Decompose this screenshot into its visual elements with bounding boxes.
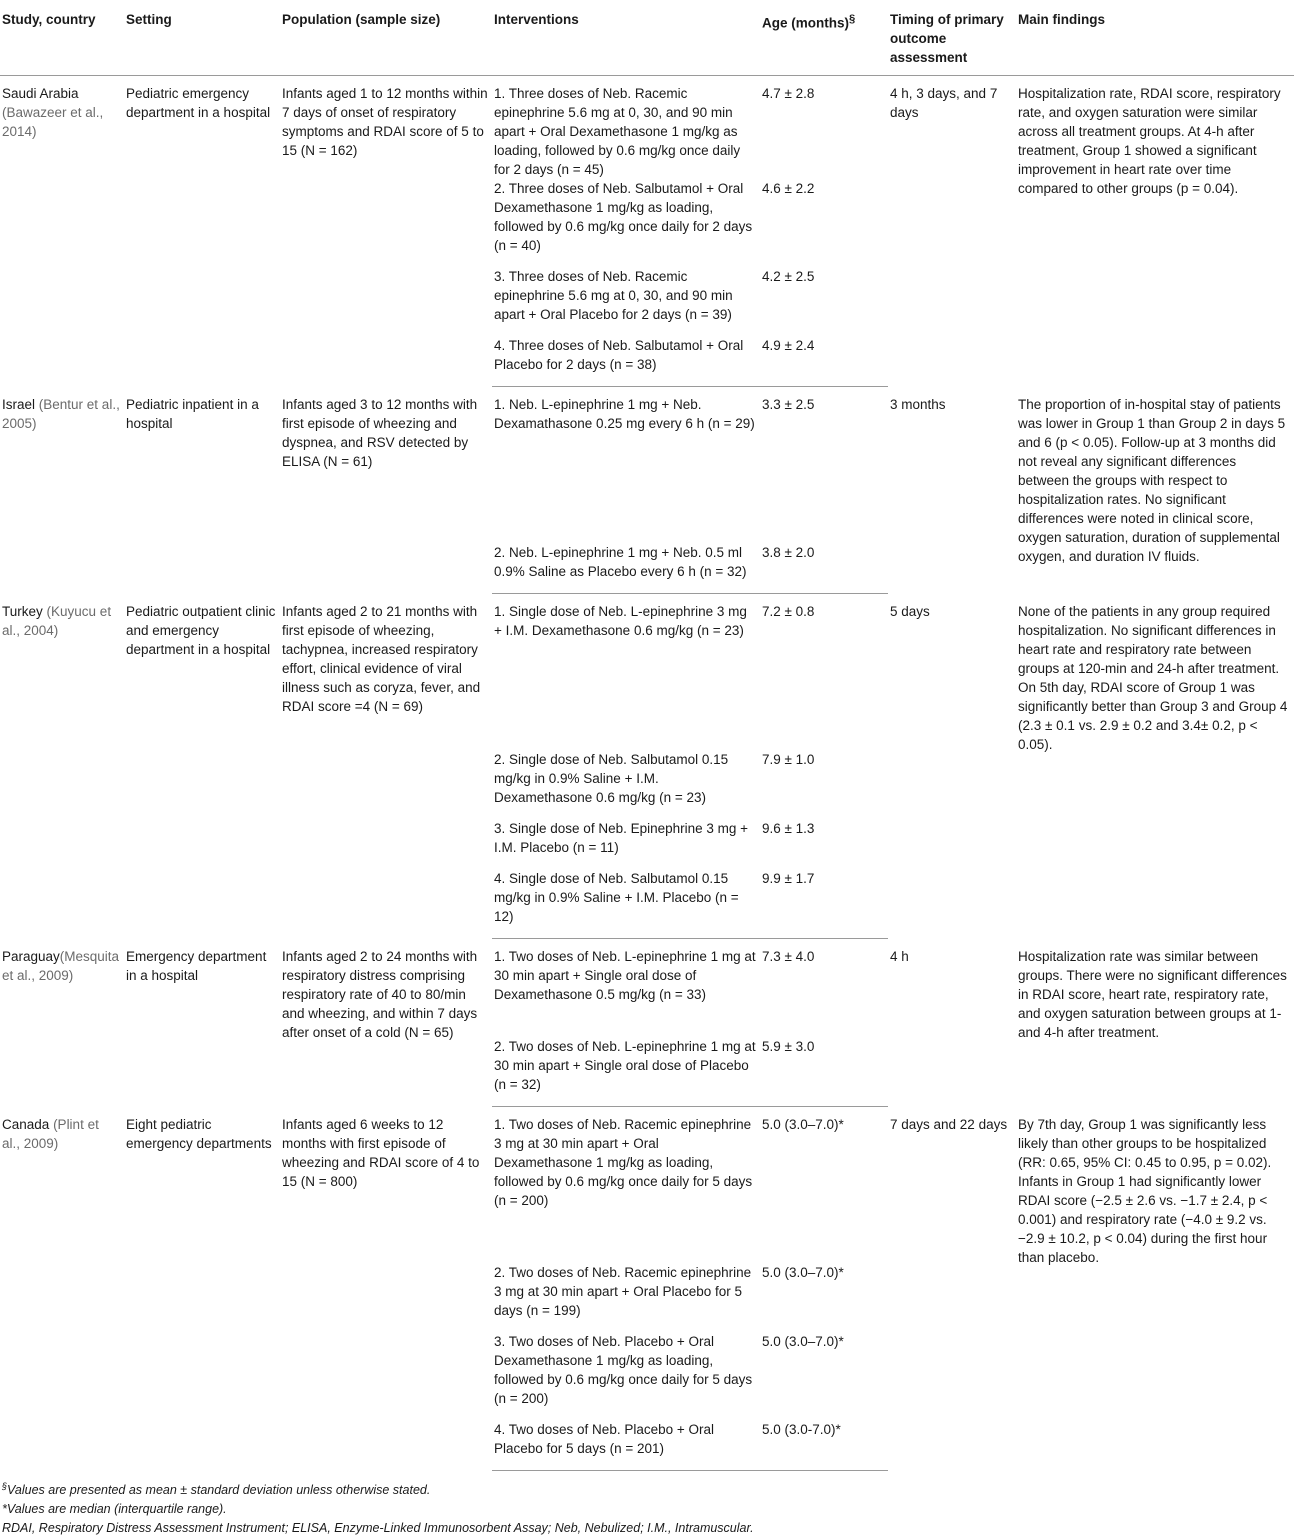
intervention: 4. Three doses of Neb. Salbutamol + Oral Placebo for 2 days (n = 38) [492, 336, 760, 387]
table-row [0, 939, 1294, 1038]
table-row [0, 76, 1294, 180]
study-setting: Eight pediatric emergency departments [126, 1116, 272, 1151]
study-country-cell [0, 76, 124, 387]
table-row [0, 1107, 1294, 1264]
header-age [760, 0, 888, 76]
age-value: 4.9 ± 2.4 [760, 336, 888, 387]
study-country: Turkey [2, 603, 43, 619]
study-population: Infants aged 2 to 24 months with respiratory distress comprising respiratory rate of 40 to 80/min and wheezing, and within 7 days after onset of a cold (N = 65) [282, 948, 478, 1040]
age-value: 5.0 (3.0–7.0)* [762, 1117, 844, 1132]
age-value: 7.3 ± 4.0 [762, 949, 815, 964]
study-citation-link[interactable]: (Plint et al., 2009) [2, 1116, 99, 1151]
intervention: 4. Single dose of Neb. Salbutamol 0.15 mg/kg in 0.9% Saline + I.M. Placebo (n = 12) [492, 869, 760, 939]
footnote-sd [2, 1477, 1294, 1500]
intervention: 1. Two doses of Neb. Racemic epinephrine 3 mg at 30 min apart + Oral Dexamethasone 1 mg/kg as loading, followed by 0.6 mg/kg once daily for 5 days (n = 200) [494, 1117, 753, 1208]
study-citation-link[interactable]: (Bentur et al., 2005) [2, 396, 120, 431]
study-timing: 7 days and 22 days [890, 1116, 1008, 1132]
study-setting: Pediatric emergency department in a hospital [126, 86, 271, 120]
age-value: 7.2 ± 0.8 [762, 604, 815, 619]
age-value: 3.8 ± 2.0 [760, 543, 888, 594]
intervention: 2. Three doses of Neb. Salbutamol + Oral Dexamethasone 1 mg/kg as loading, followed by 0.6 mg/kg once daily for 2 days (n = 40) [494, 181, 753, 253]
table-row [0, 594, 1294, 751]
footnote-median: *Values are median (interquartile range). [2, 1502, 227, 1517]
study-country: Israel [2, 396, 36, 412]
study-population: Infants aged 2 to 21 months with first episode of wheezing, tachypnea, increased respiratory effort, clinical evidence of viral illness such as coryza, fever, and RDAI score =4 (N = 69) [282, 603, 481, 714]
header-population: Population (sample size) [280, 0, 492, 76]
study-country: Paraguay [2, 948, 60, 964]
table-header [0, 0, 1294, 76]
study-timing: 4 h [890, 948, 909, 964]
age-value: 5.0 (3.0–7.0)* [762, 1265, 844, 1280]
study-population: Infants aged 1 to 12 months within 7 days of onset of respiratory symptoms and RDAI score of 5 to 15 (N = 162) [282, 86, 488, 158]
study-citation-link[interactable]: (Kuyucu et al., 2004) [2, 603, 112, 638]
study-setting: Emergency department in a hospital [126, 948, 267, 983]
study-country: Saudi Arabia [2, 86, 79, 101]
intervention: 1. Three doses of Neb. Racemic epinephrine 5.6 mg at 0, 30, and 90 min apart + Oral Dexamethasone 1 mg/kg as loading, followed by 0.6 mg/kg once daily for 2 days (n = 45) [494, 86, 741, 177]
study-timing: 4 h, 3 days, and 7 days [890, 86, 998, 120]
header-study: Study, country [0, 0, 124, 76]
header-timing: Timing of primary outcome assessment [888, 0, 1016, 76]
study-population: Infants aged 3 to 12 months with first episode of wheezing and dyspnea, and RSV detected by ELISA (N = 61) [282, 396, 478, 469]
study-population: Infants aged 6 weeks to 12 months with first episode of wheezing and RDAI score of 4 to 15 (N = 800) [282, 1116, 480, 1189]
age-value: 3.3 ± 2.5 [762, 397, 815, 412]
table-footnotes [0, 1477, 1294, 1538]
study-setting: Pediatric inpatient in a hospital [126, 396, 259, 431]
intervention: 2. Single dose of Neb. Salbutamol 0.15 mg/kg in 0.9% Saline + I.M. Dexamethasone 0.6 mg/kg (n = 23) [494, 752, 729, 805]
age-value: 4.7 ± 2.8 [762, 86, 815, 101]
intervention: 2. Neb. L-epinephrine 1 mg + Neb. 0.5 ml 0.9% Saline as Placebo every 6 h (n = 32) [492, 543, 760, 594]
study-findings: Hospitalization rate, RDAI score, respiratory rate, and oxygen saturation were similar across all treatment groups. At 4-h after treatment, Group 1 showed a significant improvement in heart rate over time compared to other groups (p = 0.04). [1018, 86, 1281, 196]
intervention: 2. Two doses of Neb. Racemic epinephrine 3 mg at 30 min apart + Oral Placebo for 5 days (n = 199) [494, 1265, 752, 1318]
header-setting: Setting [124, 0, 280, 76]
table-row [0, 387, 1294, 544]
intervention: 1. Single dose of Neb. L-epinephrine 3 mg + I.M. Dexamethasone 0.6 mg/kg (n = 23) [494, 604, 747, 638]
age-value: 5.0 (3.0–7.0)* [762, 1334, 844, 1349]
header-age-mark: § [849, 13, 856, 25]
intervention: 3. Single dose of Neb. Epinephrine 3 mg + I.M. Placebo (n = 11) [494, 821, 749, 855]
study-country: Canada [2, 1116, 50, 1132]
study-country-cell [0, 939, 124, 1107]
table-body [0, 76, 1294, 1471]
study-timing: 5 days [890, 603, 930, 619]
footnote-sd-text: Values are presented as mean ± standard deviation unless otherwise stated. [7, 1483, 431, 1498]
footnote-abbreviations: RDAI, Respiratory Distress Assessment Instrument; ELISA, Enzyme-Linked Immunosorbent Assay; Neb, Nebulized; I.M., Intramuscular. [2, 1521, 754, 1536]
study-setting: Pediatric outpatient clinic and emergency department in a hospital [126, 603, 276, 657]
age-value: 9.6 ± 1.3 [762, 821, 815, 836]
study-citation-link[interactable]: (Mesquita et al., 2009) [2, 948, 120, 983]
intervention: 4. Two doses of Neb. Placebo + Oral Placebo for 5 days (n = 201) [492, 1420, 760, 1471]
age-value: 7.9 ± 1.0 [762, 752, 815, 767]
age-value: 4.2 ± 2.5 [762, 269, 815, 284]
study-country-cell [0, 594, 124, 939]
intervention: 3. Two doses of Neb. Placebo + Oral Dexamethasone 1 mg/kg as loading, followed by 0.6 mg/kg once daily for 5 days (n = 200) [494, 1334, 753, 1406]
study-timing: 3 months [890, 396, 946, 412]
study-findings: The proportion of in-hospital stay of patients was lower in Group 1 than Group 2 in days 5 and 6 (p < 0.05). Follow-up at 3 months did not reveal any significant differences between the groups with respect to hospitalization rates. No significant differences were noted in clinical score, oxygen saturation, duration of supplemental oxygen, and duration IV fluids. [1018, 396, 1286, 564]
header-interventions: Interventions [492, 0, 760, 76]
intervention: 2. Two doses of Neb. L-epinephrine 1 mg at 30 min apart + Single oral dose of Placebo (n = 32) [492, 1037, 760, 1107]
study-findings: Hospitalization rate was similar between groups. There were no significant differences in RDAI score, heart rate, respiratory rate, and oxygen saturation between groups at 1- and 4-h after treatment. [1018, 948, 1287, 1040]
intervention: 3. Three doses of Neb. Racemic epinephrine 5.6 mg at 0, 30, and 90 min apart + Oral Placebo for 2 days (n = 39) [494, 269, 733, 322]
study-country-cell [0, 387, 124, 594]
age-value: 9.9 ± 1.7 [760, 869, 888, 939]
study-findings: None of the patients in any group required hospitalization. No significant differences in heart rate and respiratory rate between groups at 120-min and 24-h after treatment. On 5th day, RDAI score of Group 1 was significantly better than Group 3 and Group 4 (2.3 ± 0.1 vs. 2.9 ± 0.2 and 3.4± 0.2, p < 0.05). [1018, 603, 1288, 752]
intervention: 1. Neb. L-epinephrine 1 mg + Neb. Dexamathasone 0.25 mg every 6 h (n = 29) [494, 397, 755, 431]
age-value: 4.6 ± 2.2 [762, 181, 815, 196]
header-findings: Main findings [1016, 0, 1294, 76]
study-country-cell [0, 1107, 124, 1471]
study-findings: By 7th day, Group 1 was significantly less likely than other groups to be hospitalized (RR: 0.65, 95% CI: 0.45 to 0.95, p = 0.02). Infants in Group 1 had significantly lower RDAI score (−2.5 ± 2.6 vs. −1.7 ± 2.4, p < 0.001) and respiratory rate (−4.0 ± 9.2 vs. −2.9 ± 10.2, p < 0.04) during the first hour than placebo. [1018, 1116, 1272, 1265]
header-age-label: Age (months) [762, 15, 849, 31]
age-value: 5.9 ± 3.0 [760, 1037, 888, 1107]
footnote-sd-mark: § [2, 1481, 8, 1491]
intervention: 1. Two doses of Neb. L-epinephrine 1 mg at 30 min apart + Single oral dose of Dexamethasone 0.5 mg/kg (n = 33) [494, 949, 756, 1002]
age-value: 5.0 (3.0-7.0)* [760, 1420, 888, 1471]
study-citation-link[interactable]: (Bawazeer et al., 2014) [2, 105, 104, 139]
